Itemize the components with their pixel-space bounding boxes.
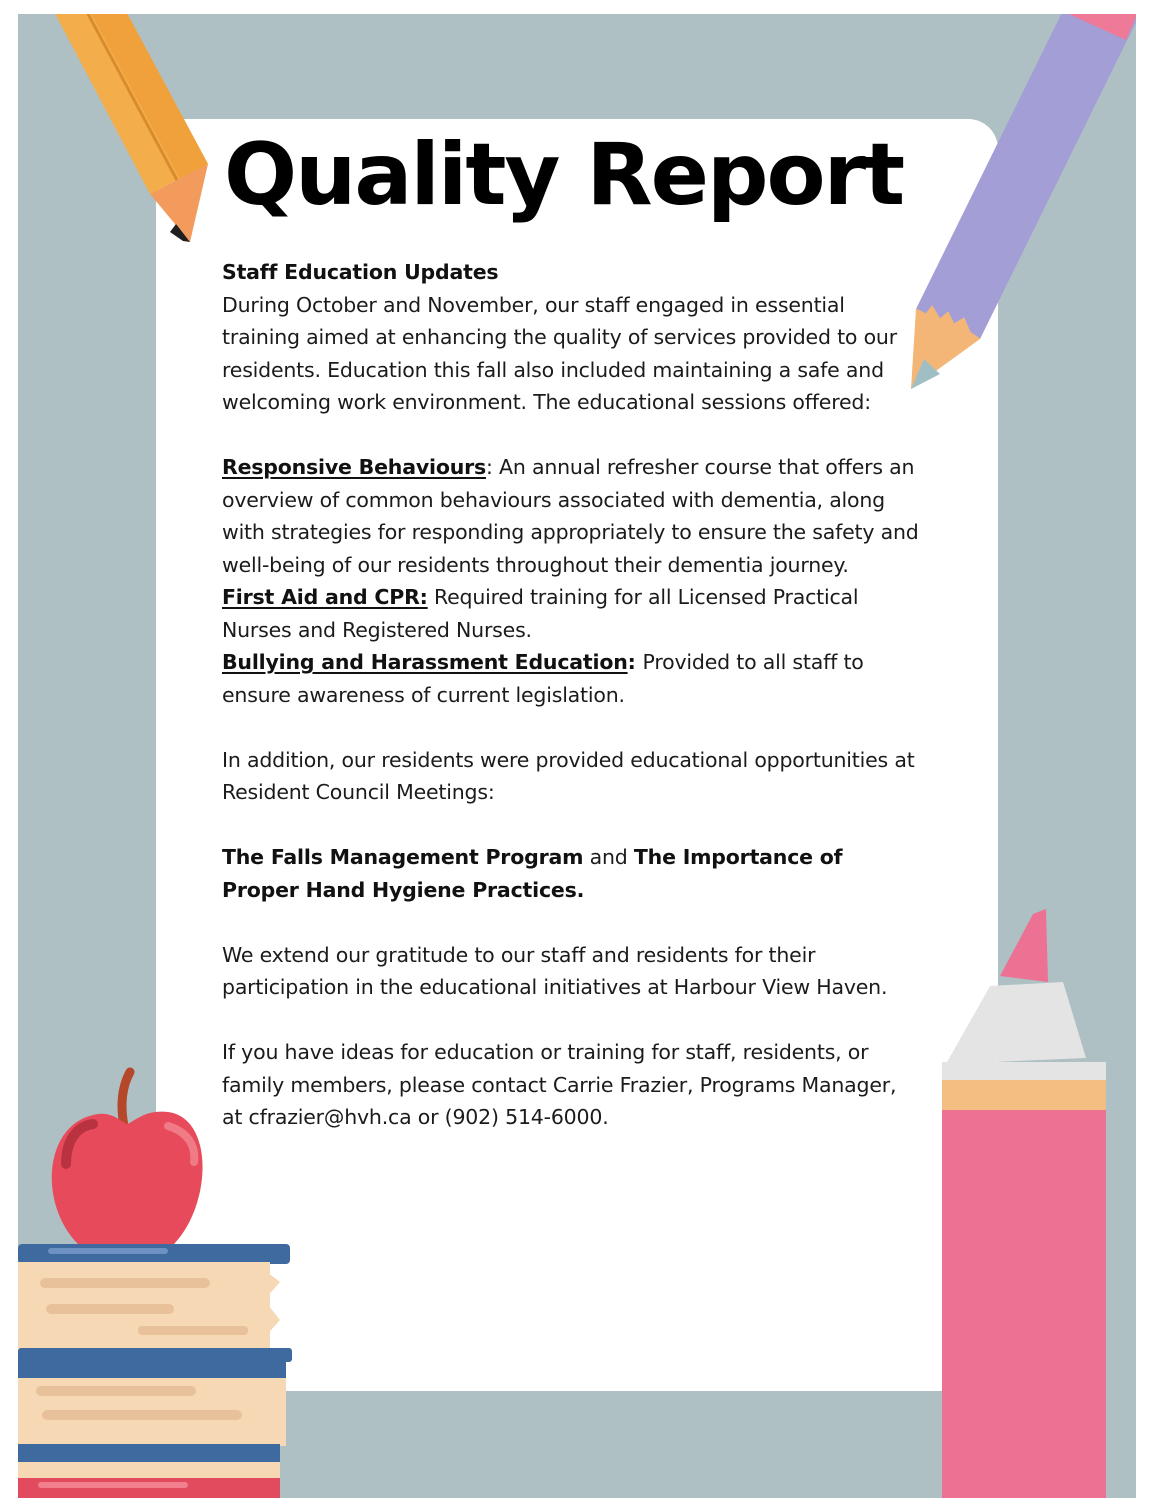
page-title: Quality Report xyxy=(224,125,904,225)
gratitude-paragraph: We extend our gratitude to our staff and residents for their participation in the educational initiatives at Harbour View Haven. xyxy=(222,942,888,999)
course-item xyxy=(222,581,922,646)
residents-intro: In addition, our residents were provided educational opportunities at Resident Council Meetings: xyxy=(222,747,915,804)
pink-highlighter-icon xyxy=(942,909,1106,1498)
course-item: Responsive Behaviours: An annual refresher course that offers an overview of common behaviours associated with dementia, along with strategies for responding appropriately to ensure the safety and well-being of our residents throughout their dementia journey. xyxy=(222,455,919,577)
section-heading: Staff Education Updates xyxy=(222,260,499,284)
resident-topics: The Falls Management Program and The Importance of Proper Hand Hygiene Practices. xyxy=(222,845,843,902)
course-item: Bullying and Harassment Education: Provided to all staff to ensure awareness of current legislation. xyxy=(222,650,864,707)
course-description: Required training for all Licensed Practical Nurses and Registered Nurses. xyxy=(222,585,859,642)
resident-topic-2: The Importance of Proper Hand Hygiene Practices. xyxy=(222,845,843,902)
course-name: First Aid and CPR: xyxy=(222,585,428,609)
course-name: Bullying and Harassment Education xyxy=(222,650,628,674)
contact-paragraph: If you have ideas for education or training for staff, residents, or family members, please contact Carrie Frazier, Programs Manager, at cfrazier@hvh.ca or (902) 514-6000. xyxy=(222,1040,897,1129)
course-name: Responsive Behaviours xyxy=(222,455,487,479)
course-description: Provided to all staff to ensure awareness of current legislation. xyxy=(222,650,864,707)
intro-paragraph: During October and November, our staff engaged in essential training aimed at enhancing the quality of services provided to our residents. Education this fall also included maintaining a safe and welcoming work environment. The educational sessions offered: xyxy=(222,292,897,414)
book-stack-icon xyxy=(18,1244,292,1498)
course-description: An annual refresher course that offers an overview of common behaviours associated with dementia, along with strategies for responding appropriately to ensure the safety and well-being of our residents throughout their dementia journey. xyxy=(222,455,919,577)
report-body xyxy=(222,256,922,1134)
orange-pencil-icon xyxy=(50,14,208,242)
apple-icon xyxy=(52,1072,203,1244)
resident-topic-1: The Falls Management Program xyxy=(222,845,584,869)
